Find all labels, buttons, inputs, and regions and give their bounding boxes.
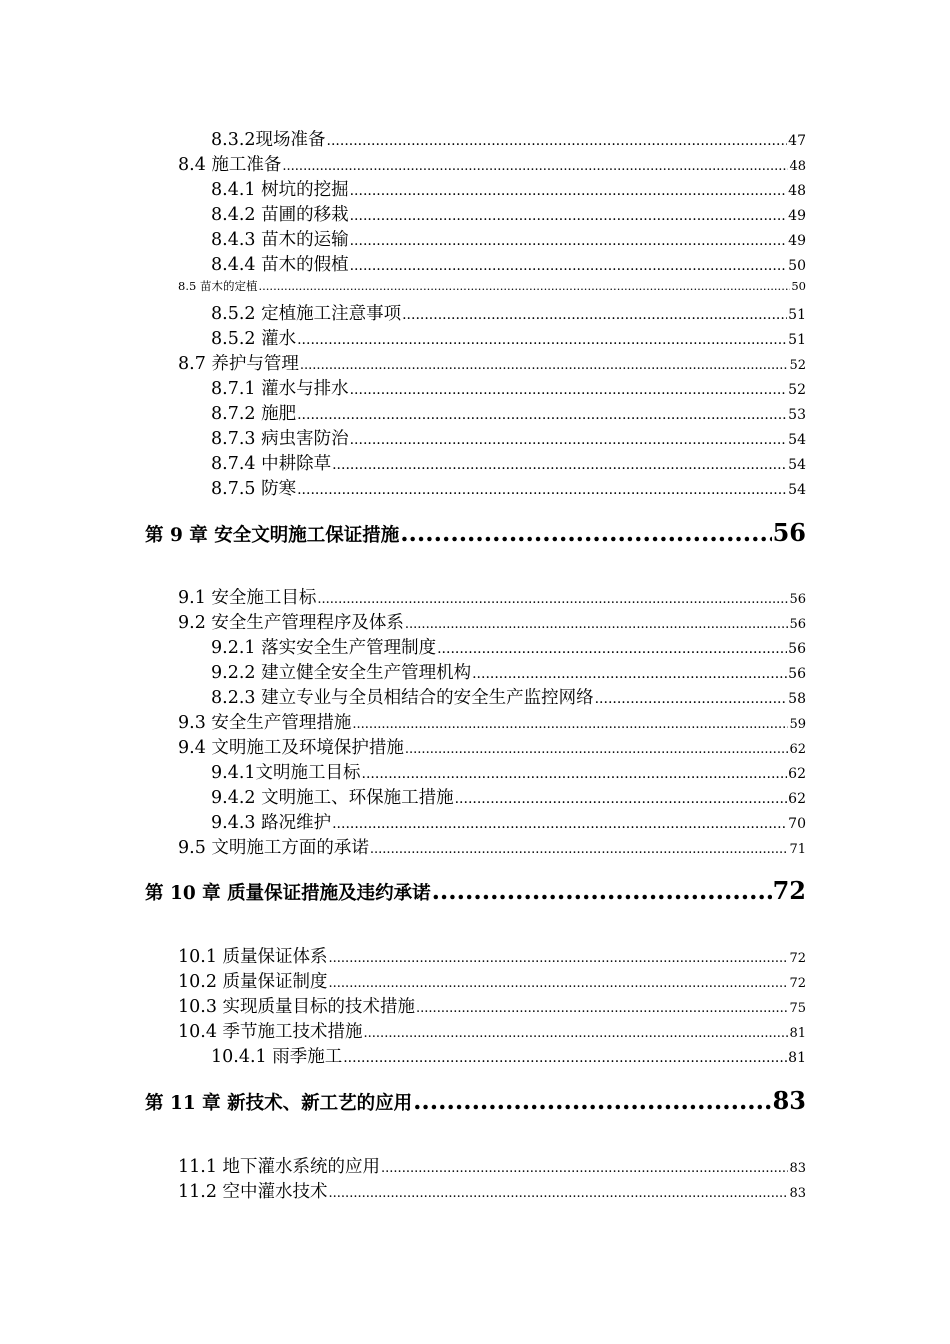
toc-entry-title: 第 9 章 安全文明施工保证措施 [145, 525, 400, 546]
toc-entry-page: 62 [788, 791, 806, 807]
toc-entry-page: 81 [788, 1050, 806, 1066]
toc-entry-title: 9.4.3 路况维护 [211, 813, 332, 833]
toc-entry[interactable] [211, 450, 806, 475]
toc-entry[interactable] [178, 968, 806, 993]
toc-entry[interactable] [211, 475, 806, 500]
toc-entry-title: 9.4.1文明施工目标 [211, 763, 361, 783]
toc-entry-page: 56 [788, 641, 806, 657]
toc-entry[interactable] [178, 350, 806, 375]
toc-entry-page: 59 [789, 717, 806, 732]
toc-leader-dots [432, 876, 772, 905]
toc-entry-title: 8.7.2 施肥 [211, 404, 297, 424]
toc-entry-page: 56 [788, 666, 806, 682]
toc-entry-title: 8.7.4 中耕除草 [211, 454, 332, 474]
toc-entry-page: 70 [788, 816, 806, 832]
toc-entry-title: 11.1 地下灌水系统的应用 [178, 1157, 381, 1177]
toc-entry-page: 83 [789, 1186, 806, 1201]
toc-entry-page: 54 [788, 432, 806, 448]
toc-entry-title: 9.5 文明施工方面的承诺 [178, 838, 369, 858]
toc-entry-page: 75 [789, 1001, 806, 1016]
toc-entry[interactable] [211, 176, 806, 201]
toc-leader-dots [402, 307, 787, 323]
toc-leader-dots [329, 1186, 789, 1201]
toc-entry[interactable] [211, 684, 806, 709]
toc-leader-dots [297, 407, 787, 423]
toc-entry[interactable] [211, 226, 806, 251]
toc-entry-title: 8.4.4 苗木的假植 [211, 255, 349, 275]
toc-entry-title: 8.4.1 树坑的挖掘 [211, 180, 349, 200]
toc-leader-dots [400, 518, 771, 547]
toc-entry-page: 52 [788, 382, 806, 398]
toc-entry-title: 9.4 文明施工及环境保护措施 [178, 738, 404, 758]
toc-entry[interactable] [178, 993, 806, 1018]
toc-entry-page: 62 [789, 742, 806, 757]
toc-leader-dots [332, 816, 787, 832]
toc-leader-dots [413, 1086, 772, 1115]
toc-entry[interactable] [178, 151, 806, 176]
toc-entry-title: 9.2.1 落实安全生产管理制度 [211, 638, 437, 658]
toc-entry[interactable] [211, 759, 806, 784]
toc-entry-page: 52 [789, 358, 806, 373]
toc-leader-dots [300, 358, 789, 373]
toc-entry[interactable] [178, 709, 806, 734]
toc-leader-dots [455, 791, 788, 807]
toc-leader-dots [416, 1001, 788, 1016]
toc-entry-title: 8.2.3 建立专业与全员相结合的安全生产监控网络 [211, 688, 594, 708]
toc-entry-title: 8.5 苗木的定植 [178, 279, 258, 293]
toc-entry-page: 54 [788, 457, 806, 473]
toc-leader-dots [350, 258, 788, 274]
toc-leader-dots [350, 233, 788, 249]
toc-chapter-entry[interactable] [145, 518, 806, 547]
toc-entry-title: 8.4 施工准备 [178, 155, 282, 175]
toc-leader-dots [332, 457, 787, 473]
toc-entry[interactable] [178, 584, 806, 609]
toc-entry[interactable] [178, 1018, 806, 1043]
toc-leader-dots [364, 1026, 789, 1041]
toc-entry-page: 49 [788, 208, 806, 224]
toc-entry-title: 9.2 安全生产管理程序及体系 [178, 613, 404, 633]
toc-entry-page: 49 [788, 233, 806, 249]
toc-entry-title: 9.4.2 文明施工、环保施工措施 [211, 788, 454, 808]
toc-leader-dots [595, 691, 788, 707]
toc-entry-page: 83 [789, 1161, 806, 1176]
toc-entry-title: 11.2 空中灌水技术 [178, 1182, 328, 1202]
toc-leader-dots [329, 951, 789, 966]
toc-entry-page: 83 [772, 1086, 806, 1115]
toc-entry-title: 8.7 养护与管理 [178, 354, 299, 374]
toc-entry-title: 8.4.3 苗木的运输 [211, 230, 349, 250]
toc-entry[interactable] [211, 809, 806, 834]
toc-entry-title: 10.2 质量保证制度 [178, 972, 328, 992]
toc-entry-page: 72 [789, 951, 806, 966]
toc-entry[interactable] [211, 375, 806, 400]
toc-entry-title: 8.7.3 病虫害防治 [211, 429, 349, 449]
toc-entry-title: 9.1 安全施工目标 [178, 588, 317, 608]
toc-leader-dots [297, 482, 787, 498]
toc-entry[interactable] [178, 278, 806, 294]
toc-entry-title: 10.4 季节施工技术措施 [178, 1022, 363, 1042]
toc-leader-dots [282, 159, 788, 174]
toc-entry[interactable] [211, 425, 806, 450]
toc-entry[interactable] [178, 943, 806, 968]
toc-entry-page: 72 [789, 976, 806, 991]
toc-leader-dots [258, 279, 790, 293]
toc-leader-dots [352, 717, 788, 732]
toc-entry-page: 48 [789, 159, 806, 174]
toc-entry[interactable] [211, 634, 806, 659]
toc-leader-dots [370, 842, 789, 857]
toc-chapter-entry[interactable] [145, 1086, 806, 1115]
toc-entry[interactable] [178, 734, 806, 759]
toc-entry[interactable] [211, 659, 806, 684]
toc-entry-title: 第 10 章 质量保证措施及违约承诺 [145, 883, 431, 904]
toc-entry-title: 8.5.2 灌水 [211, 329, 297, 349]
toc-leader-dots [350, 183, 788, 199]
toc-entry[interactable] [211, 400, 806, 425]
toc-leader-dots [472, 666, 787, 682]
toc-leader-dots [297, 332, 787, 348]
toc-entry-page: 54 [788, 482, 806, 498]
toc-entry[interactable] [211, 251, 806, 276]
toc-entry-page: 62 [788, 766, 806, 782]
toc-leader-dots [327, 133, 788, 149]
toc-entry[interactable] [211, 1043, 806, 1068]
toc-entry-title: 8.3.2现场准备 [211, 130, 326, 150]
toc-entry-page: 50 [788, 258, 806, 274]
toc-entry-page: 56 [772, 518, 806, 547]
toc-entry-page: 71 [789, 842, 806, 857]
toc-entry[interactable] [211, 126, 806, 151]
toc-entry-page: 56 [789, 592, 806, 607]
toc-leader-dots [381, 1161, 788, 1176]
toc-entry-title: 10.4.1 雨季施工 [211, 1047, 343, 1067]
toc-entry-title: 10.3 实现质量目标的技术措施 [178, 997, 416, 1017]
toc-entry-page: 50 [791, 279, 806, 293]
toc-leader-dots [405, 742, 789, 757]
toc-entry[interactable] [178, 1178, 806, 1203]
toc-entry[interactable] [211, 784, 806, 809]
toc-leader-dots [343, 1050, 787, 1066]
toc-entry-title: 第 11 章 新技术、新工艺的应用 [145, 1093, 413, 1114]
toc-entry-page: 58 [788, 691, 806, 707]
toc-leader-dots [350, 432, 788, 448]
toc-entry[interactable] [211, 201, 806, 226]
toc-entry[interactable] [178, 1153, 806, 1178]
toc-entry-page: 47 [788, 133, 806, 149]
toc-entry[interactable] [178, 609, 806, 634]
toc-entry-page: 81 [789, 1026, 806, 1041]
toc-entry-page: 51 [788, 307, 806, 323]
toc-entry-page: 53 [788, 407, 806, 423]
toc-leader-dots [317, 592, 788, 607]
toc-leader-dots [437, 641, 787, 657]
toc-leader-dots [362, 766, 788, 782]
toc-entry-title: 10.1 质量保证体系 [178, 947, 328, 967]
toc-entry-title: 8.5.2 定植施工注意事项 [211, 304, 402, 324]
toc-entry[interactable] [211, 325, 806, 350]
toc-entry[interactable] [211, 300, 806, 325]
toc-entry-page: 51 [788, 332, 806, 348]
toc-entry-page: 48 [788, 183, 806, 199]
toc-leader-dots [405, 617, 789, 632]
toc-entry-title: 9.3 安全生产管理措施 [178, 713, 352, 733]
toc-entry-page: 72 [772, 876, 806, 905]
toc-entry-page: 56 [789, 617, 806, 632]
toc-leader-dots [350, 208, 788, 224]
toc-entry[interactable] [178, 834, 806, 859]
toc-leader-dots [350, 382, 788, 398]
toc-entry-title: 8.4.2 苗圃的移栽 [211, 205, 349, 225]
toc-entry-title: 9.2.2 建立健全安全生产管理机构 [211, 663, 472, 683]
toc-chapter-entry[interactable] [145, 876, 806, 905]
toc-leader-dots [329, 976, 789, 991]
toc-entry-title: 8.7.5 防寒 [211, 479, 297, 499]
toc-entry-title: 8.7.1 灌水与排水 [211, 379, 349, 399]
